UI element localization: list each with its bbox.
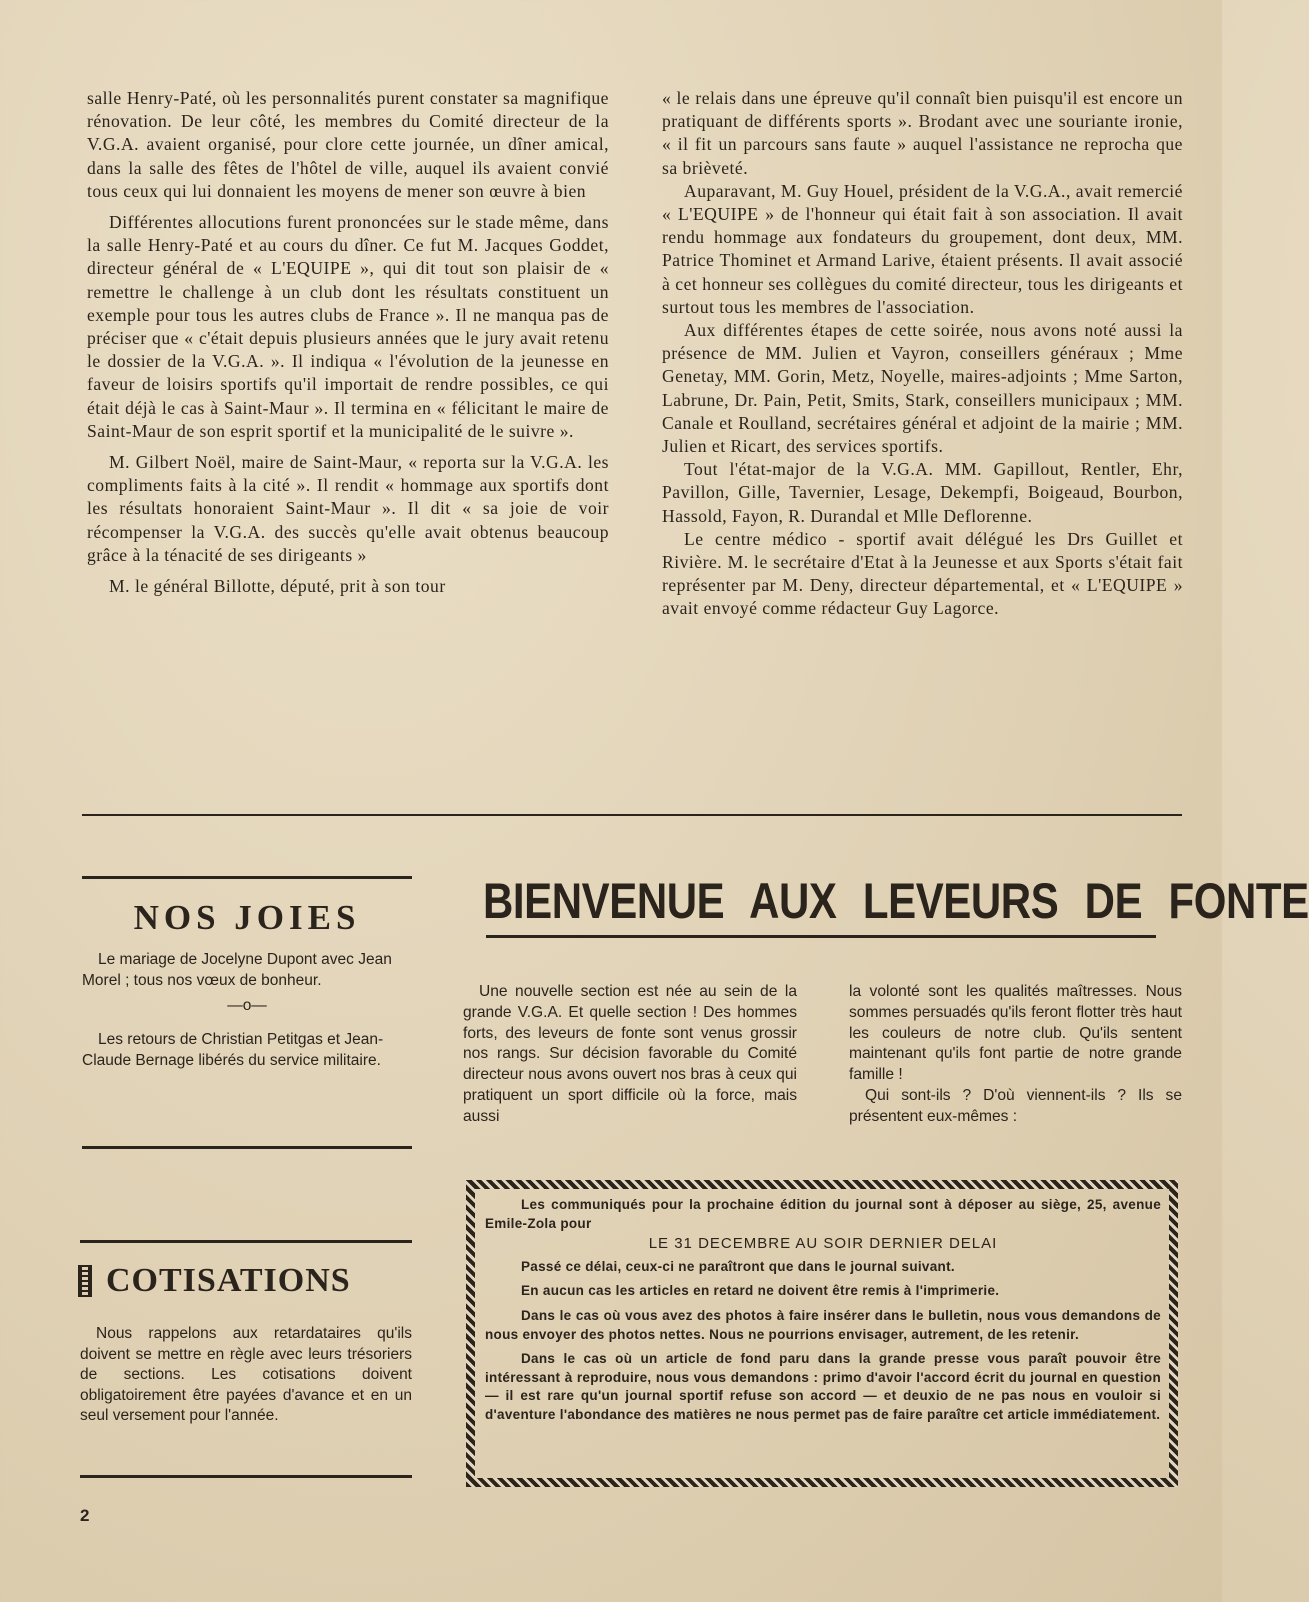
- notice-content: [485, 1196, 1161, 1431]
- article-paragraph: M. Gilbert Noël, maire de Saint-Maur, « reporta sur la V.G.A. les compliments faits à la cité ». Il rendit « hommage aux sportifs dont les résultats honoraient Saint-Maur ». Il dit « sa joie de voir récompenser la V.G.A. des succès qu'elle avait obtenus beaucoup grâce à la ténacité de ses dirigeants »: [87, 452, 609, 565]
- leveurs-fonte-column-right: [849, 982, 1182, 1128]
- article-paragraph: « le relais dans une épreuve qu'il connaît bien puisqu'il est encore un pratiquant de différents sports ». Brodant avec une souriante ironie, « il fit un parcours sans faute » auquel l'assistance ne reprocha que sa brièveté.: [662, 88, 1183, 178]
- nos-joies-top-rule: [82, 876, 412, 879]
- cotisations-body: [80, 1324, 412, 1427]
- bars-icon: [78, 1265, 92, 1297]
- leveurs-fonte-paragraph: Qui sont-ils ? D'où viennent-ils ? Ils se présentent eux-mêmes :: [849, 1086, 1182, 1125]
- nos-joies-bottom-rule: [82, 1146, 412, 1149]
- cotisations-bottom-rule: [80, 1475, 412, 1478]
- leveurs-fonte-paragraph: la volonté sont les qualités maîtresses. Nous sommes persuadés qu'ils feront flotter très haut les couleurs de notre club. Qu'ils sentent maintenant qu'ils font partie de notre grande famille !: [849, 983, 1182, 1084]
- nos-joies-title: NOS JOIES: [133, 898, 361, 937]
- notice-line: Passé ce délai, ceux-ci ne paraîtront que dans le journal suivant.: [521, 1258, 955, 1274]
- notice-deadline: LE 31 DECEMBRE AU SOIR DERNIER DELAI: [648, 1235, 998, 1253]
- notice-box: [466, 1180, 1178, 1487]
- nos-joies-item: Les retours de Christian Petitgas et Jean-Claude Bernage libérés du service militaire.: [82, 1031, 384, 1070]
- article-paragraph: Tout l'état-major de la V.G.A. MM. Gapillout, Rentler, Ehr, Pavillon, Gille, Tavernier, Lesage, Dekempfi, Boigeaud, Bourbon, Hassold, Fayon, R. Durandal et Mlle Deflorenne.: [662, 459, 1183, 526]
- article-paragraph: Aux différentes étapes de cette soirée, nous avons noté aussi la présence de MM. Julien et Vayron, conseillers généraux ; Mme Genetay, MM. Gorin, Metz, Noyelle, maires-adjoints ; Mme Sarton, Labrune, Dr. Pain, Petit, Smits, Stark, conseillers municipaux ; MM. Canale et Roulland, secrétaires général et adjoint de la mairie ; MM. Julien et Ricart, des services sportifs.: [662, 320, 1183, 457]
- article-paragraph: Auparavant, M. Guy Houel, président de la V.G.A., avait remercié « L'EQUIPE » de l'honneur qui était fait à son association. Il avait rendu hommage aux fondateurs du groupement, dont deux, MM. Patrice Thominet et Armand Larive, étaient présents. Il avait associé à cet honneur ses collègues du comité directeur, tous les dirigeants et surtout tous les membres de l'association.: [662, 180, 1183, 317]
- cotisations-heading: [78, 1262, 418, 1300]
- section-divider: [82, 814, 1182, 816]
- article-column-left: [87, 87, 609, 606]
- leveurs-fonte-column-left: [463, 982, 797, 1128]
- notice-line: En aucun cas les articles en retard ne doivent être remis à l'imprimerie.: [521, 1283, 1000, 1299]
- cotisations-title: COTISATIONS: [106, 1262, 351, 1299]
- cotisations-text: Nous rappelons aux retardataires qu'ils doivent se mettre en règle avec leurs trésoriers de sections. Les cotisations doivent obligatoirement être payées d'avance et en un seul versement pour l'année.: [80, 1325, 412, 1425]
- nos-joies-body: [82, 950, 412, 1072]
- notice-intro: Les communiqués pour la prochaine édition du journal sont à déposer au siège, 25, avenue Emile-Zola pour: [485, 1197, 1161, 1231]
- nos-joies-separator: —o—: [227, 996, 267, 1014]
- leveurs-fonte-rule: [486, 935, 1156, 938]
- page-number: 2: [80, 1506, 90, 1525]
- article-paragraph: Différentes allocutions furent prononcées sur le stade même, dans la salle Henry-Paté et au cours du dîner. Ce fut M. Jacques Goddet, directeur général de « L'EQUIPE », qui dit tout son plaisir de « remettre le challenge à un club dont les résultats constituent un exemple pour tous les autres clubs de France ». Il ne manqua pas de préciser que « c'était depuis plusieurs années que le jury avait retenu le dossier de la V.G.A. ». Il indiqua « l'évolution de la jeunesse en faveur de loisirs sportifs qu'il importait de rendre possibles, ce qui était déjà le cas à Saint-Maur ». Il termina en « félicitant le maire de Saint-Maur de son esprit sportif et la municipalité de le suivre ».: [87, 212, 609, 441]
- notice-paragraph-articles: Dans le cas où un article de fond paru dans la grande presse vous paraît pouvoir être intéressant à reproduire, nous vous demandons : primo d'avoir l'accord écrit du journal en question — il est rare qu'un journal sportif refuse son accord — et deuxio de ne pas nous en vouloir si d'aventure l'abondance des matières ne nous permet pas de faire paraître cet article immédiatement.: [485, 1351, 1161, 1422]
- leveurs-fonte-title: BIENVENUE AUX LEVEURS DE FONTE: [483, 873, 1309, 929]
- article-paragraph: salle Henry-Paté, où les personnalités purent constater sa magnifique rénovation. De leur côté, les membres du Comité directeur de la V.G.A. avaient organisé, pour clore cette journée, un dîner amical, dans la salle des fêtes de l'hôtel de ville, auquel ils avaient convié tous ceux qui lui donnaient les moyens de mener son œuvre à bien: [87, 88, 609, 201]
- article-paragraph: Le centre médico - sportif avait délégué les Drs Guillet et Rivière. M. le secrétaire d'Etat à la Jeunesse et aux Sports s'était fait représenter par M. Deny, directeur départemental, et « L'EQUIPE » avait envoyé comme rédacteur Guy Lagorce.: [662, 528, 1183, 619]
- article-column-right: [662, 87, 1183, 621]
- cotisations-top-rule: [80, 1240, 412, 1243]
- nos-joies-item: Le mariage de Jocelyne Dupont avec Jean Morel ; tous nos vœux de bonheur.: [82, 951, 392, 989]
- notice-paragraph-photos: Dans le cas où vous avez des photos à faire insérer dans le bulletin, nous vous demandons de nous envoyer des photos nettes. Nous ne pourrions envisager, autrement, de les retenir.: [485, 1307, 1161, 1342]
- article-paragraph: M. le général Billotte, député, prit à son tour: [109, 576, 446, 597]
- leveurs-fonte-paragraph: Une nouvelle section est née au sein de la grande V.G.A. Et quelle section ! Des hommes forts, des leveurs de fonte sont venus grossir nos rangs. Sur décision favorable du Comité directeur nous avons ouvert nos bras à ceux qui pratiquent un sport difficile où la force, mais aussi: [463, 983, 797, 1125]
